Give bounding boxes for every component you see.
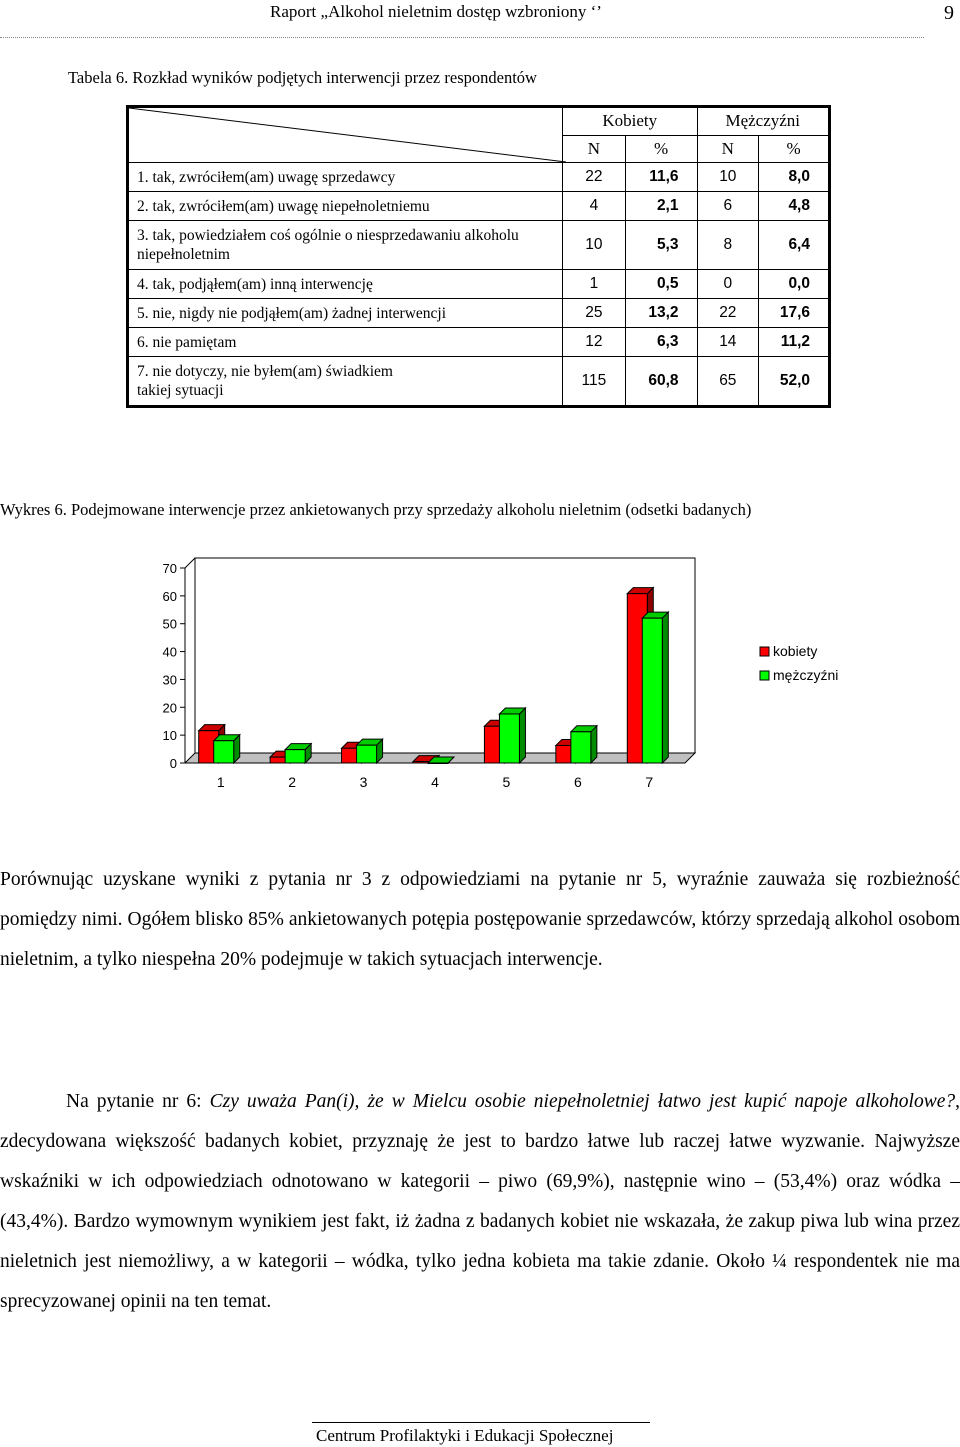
- x-tick-label: 3: [359, 774, 368, 790]
- cell-men-pct: 11,2: [759, 328, 830, 357]
- cell-women-n: 12: [563, 328, 626, 357]
- y-tick-label: 60: [162, 588, 177, 604]
- cell-women-pct: 5,3: [625, 221, 697, 270]
- y-tick-label: 70: [162, 561, 177, 576]
- cell-men-n: 0: [697, 270, 759, 299]
- x-tick-label: 4: [431, 774, 439, 790]
- paragraph-comparison: Porównując uzyskane wyniki z pytania nr 3 z odpowiedziami na pytanie nr 5, wyraźnie zauważa się rozbieżność pomiędzy nimi. Ogółem blisko 85% ankietowanych potępia postępowanie sprzedawców, którzy sprzedają alkohol osobom nieletnim, a tylko niespełna 20% podejmuje w takich sytuacjach interwencje.: [0, 869, 960, 970]
- footer: Centrum Profilaktyki i Edukacji Społecznej: [316, 1426, 614, 1445]
- cell-women-n: 25: [563, 299, 626, 328]
- y-tick-label: 40: [162, 644, 177, 660]
- y-tick-label: 10: [162, 728, 177, 744]
- bar-mezczyzni: [642, 618, 662, 763]
- table-corner-cell: [128, 107, 563, 163]
- y-tick-label: 30: [162, 672, 177, 688]
- group-header-men: Mężczyźni: [697, 107, 830, 136]
- subheader-pct-men: %: [759, 135, 830, 163]
- diagonal-line: [129, 108, 566, 162]
- legend-label: mężczyźni: [773, 667, 839, 683]
- cell-women-n: 4: [563, 192, 626, 221]
- cell-men-pct: 6,4: [759, 221, 830, 270]
- bar-mezczyzni: [357, 745, 377, 763]
- table-row: [128, 221, 830, 270]
- row-label: 6. nie pamiętam: [128, 328, 563, 357]
- chart-caption: Wykres 6. Podejmowane interwencje przez ankietowanych przy sprzedaży alkoholu nieletnim (odsetki badanych): [0, 500, 752, 519]
- table-caption: Tabela 6. Rozkład wyników podjętych interwencji przez respondentów: [68, 68, 537, 87]
- bar-mezczyzni: [214, 741, 234, 763]
- paragraph-body: , zdecydowana większość badanych kobiet, przyznaję że jest to bardzo łatwe lub raczej łatwe wyzwanie. Najwyższe wskaźniki w ich odpowiedziach odnotowano w kategorii – piwo (69,9%), następnie wino – (53,4%) oraz wódka – (43,4%). Bardzo wymownym wynikiem jest fakt, iż żadna z badanych kobiet nie wskazała, że zakup piwa lub wina przez nieletnich jest niemożliwy, a w kategorii – wódka, tylko jedna kobieta ma takie zdanie. Około ¼ respondentek nie ma sprecyzowanej opinii na ten temat.: [0, 1091, 960, 1312]
- cell-women-n: 115: [563, 357, 626, 407]
- subheader-n-men: N: [697, 135, 759, 163]
- row-label: 3. tak, powiedziałem coś ogólnie o niesprzedawaniu alkoholu niepełnoletnim: [128, 221, 563, 270]
- y-tick-label: 20: [162, 700, 177, 716]
- x-tick-label: 2: [288, 774, 297, 790]
- cell-women-pct: 13,2: [625, 299, 697, 328]
- cell-men-pct: 17,6: [759, 299, 830, 328]
- table-row: [128, 163, 830, 192]
- cell-women-n: 10: [563, 221, 626, 270]
- bar-mezczyzni: [428, 763, 448, 764]
- results-table: [126, 105, 831, 408]
- cell-men-n: 10: [697, 163, 759, 192]
- bar-mezczyzni: [571, 732, 591, 763]
- paragraph-question-6: [0, 1082, 960, 1322]
- cell-men-pct: 0,0: [759, 270, 830, 299]
- table-row: [128, 270, 830, 299]
- cell-men-pct: 4,8: [759, 192, 830, 221]
- bar-chart: [0, 550, 960, 810]
- cell-men-n: 14: [697, 328, 759, 357]
- subheader-n-women: N: [563, 135, 626, 163]
- bar-side: [662, 612, 668, 763]
- cell-men-pct: 52,0: [759, 357, 830, 407]
- cell-men-n: 6: [697, 192, 759, 221]
- page-header: [0, 0, 960, 40]
- cell-women-n: 1: [563, 270, 626, 299]
- group-header-women: Kobiety: [563, 107, 697, 136]
- row-label: 2. tak, zwróciłem(am) uwagę niepełnoletniemu: [128, 192, 563, 221]
- report-title: Raport „Alkohol nieletnim dostęp wzbroniony ‘’: [270, 2, 602, 21]
- header-divider: [0, 37, 924, 38]
- cell-women-pct: 2,1: [625, 192, 697, 221]
- cell-men-n: 65: [697, 357, 759, 407]
- table-row: [128, 299, 830, 328]
- row-label: 1. tak, zwróciłem(am) uwagę sprzedawcy: [128, 163, 563, 192]
- cell-women-pct: 11,6: [625, 163, 697, 192]
- y-tick-label: 50: [162, 616, 177, 632]
- x-tick-label: 6: [573, 774, 582, 790]
- cell-men-n: 22: [697, 299, 759, 328]
- y-tick-label: 0: [169, 756, 177, 771]
- bar-mezczyzni: [499, 714, 519, 763]
- footer-divider: [312, 1422, 650, 1423]
- cell-men-n: 8: [697, 221, 759, 270]
- legend-label: kobiety: [773, 643, 818, 659]
- table-row: [128, 357, 830, 407]
- row-label: 4. tak, podjąłem(am) inną interwencję: [128, 270, 563, 299]
- x-tick-label: 1: [216, 774, 225, 790]
- question-text: Czy uważa Pan(i), że w Mielcu osobie niepełnoletniej łatwo jest kupić napoje alkoholowe?: [209, 1091, 956, 1112]
- table-row: [128, 192, 830, 221]
- cell-women-pct: 6,3: [625, 328, 697, 357]
- paragraph-lead: Na pytanie nr 6:: [66, 1091, 210, 1112]
- legend-swatch: [760, 671, 769, 680]
- cell-women-n: 22: [563, 163, 626, 192]
- bar-side: [519, 708, 525, 763]
- cell-men-pct: 8,0: [759, 163, 830, 192]
- cell-women-pct: 60,8: [625, 357, 697, 407]
- row-label: 5. nie, nigdy nie podjąłem(am) żadnej interwencji: [128, 299, 563, 328]
- subheader-pct-women: %: [625, 135, 697, 163]
- page-number: 9: [944, 2, 954, 24]
- plot-back-wall: [195, 558, 695, 753]
- cell-women-pct: 0,5: [625, 270, 697, 299]
- table-row: [128, 328, 830, 357]
- bar-mezczyzni: [285, 750, 305, 763]
- x-tick-label: 7: [645, 774, 654, 790]
- y-axis-top-edge: [185, 558, 195, 568]
- legend-swatch: [760, 647, 769, 656]
- x-tick-label: 5: [502, 774, 511, 790]
- row-label: 7. nie dotyczy, nie byłem(am) świadkiem takiej sytuacji: [128, 357, 563, 407]
